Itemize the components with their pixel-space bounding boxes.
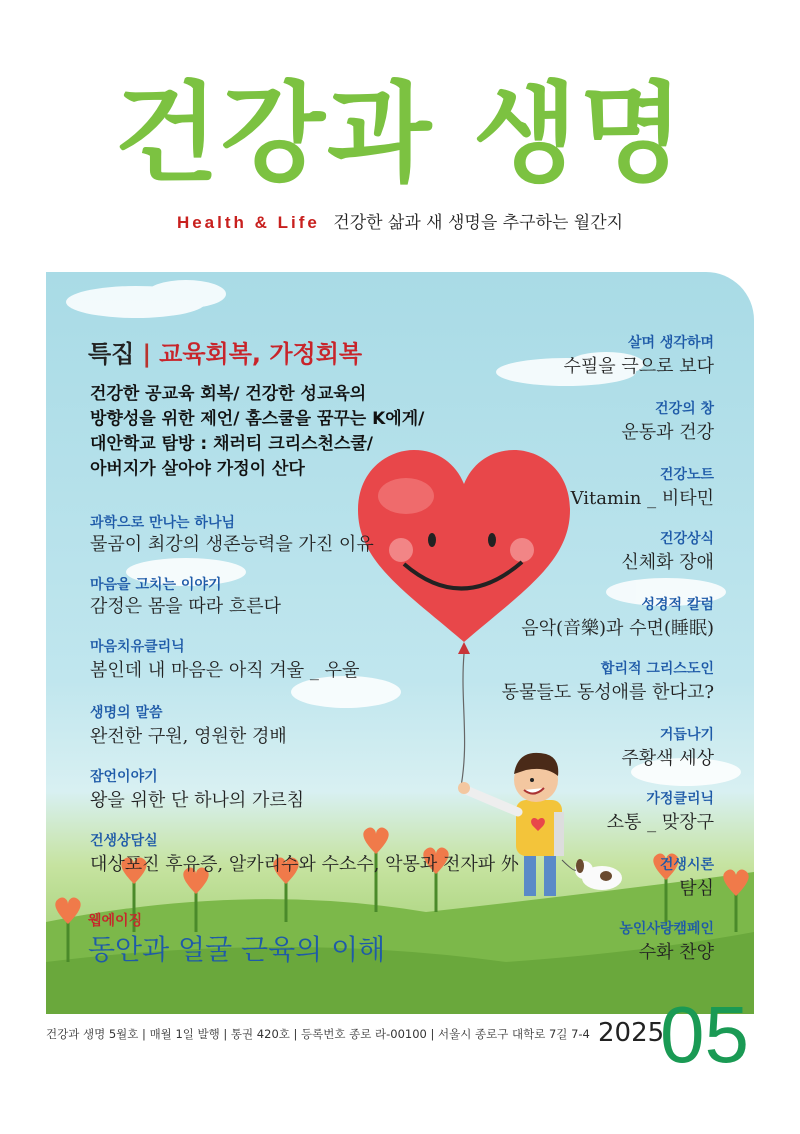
section-heading: 건강의 창 [655,401,714,417]
section-title: 왕을 위한 단 하나의 가르침 [90,790,305,811]
feature-title: 교육회복, 가정회복 [159,340,363,368]
feature-separator: | [142,340,152,368]
feature-line: 방향성을 위한 제언/ 홈스쿨을 꿈꾸는 K에게/ [90,409,425,429]
section-heading: 잠언이야기 [90,769,158,785]
section-title: 주황색 세상 [621,748,714,769]
dog-icon [562,859,622,890]
section-heading: 거듭나기 [659,727,714,743]
section-title: 소통 _ 맞장구 [606,812,714,833]
section-heading: 건생상담실 [90,833,158,849]
section-heading: 건강노트 [659,467,714,483]
section-heading: 생명의 말씀 [90,705,163,721]
feature-article-list [90,382,425,482]
section-title: 수화 찬양 [638,942,714,963]
feature-heading [88,334,362,369]
section-heading: 살며 생각하며 [627,335,714,351]
section-heading: 건생시론 [659,857,714,873]
section-title: 탐심 [679,878,714,899]
section-title: 신체화 장애 [621,552,714,573]
section-title: 봄인데 내 마음은 아직 겨울 _ 우울 [90,660,360,681]
feature-line: 건강한 공교육 회복/ 건강한 성교육의 [90,384,367,404]
subtitle-korean: 건강한 삶과 새 생명을 추구하는 월간지 [333,213,624,233]
section-title: 완전한 구원, 영원한 경배 [90,726,287,747]
section-title: 물곰이 최강의 생존능력을 가진 이유 [90,534,374,555]
magazine-title: 건강과 생명 [114,72,686,197]
section-title: 대상포진 후유증, 알카리수와 수소수, 악몽과 전자파 外 [90,854,519,875]
section-heading: 마음치유클리닉 [90,639,185,655]
feature-line: 아버지가 살아야 가정이 산다 [90,459,305,479]
section-title: 감정은 몸을 따라 흐른다 [90,596,282,617]
section-heading: 농인사랑캠페인 [619,921,714,937]
magazine-subtitle [0,208,800,233]
section-heading: 가정클리닉 [646,791,714,807]
issue-info-line: 건강과 생명 5월호 | 매월 1일 발행 | 통권 420호 | 등록번호 종로 라-00100 | 서울시 종로구 대학로 7길 7-4 [46,1027,590,1041]
section-heading: 건강상식 [659,531,714,547]
section-title: 음악(音樂)과 수면(睡眠) [521,618,714,639]
section-title: 동물들도 동성애를 한다고? [501,682,714,703]
section-title: 운동과 건강 [621,422,714,443]
feature-line: 대안학교 탐방 : 채러티 크리스천스쿨/ [90,434,374,454]
section-title: 수필을 극으로 보다 [563,356,714,377]
section-heading: 마음을 고치는 이야기 [90,577,222,593]
subtitle-english: Health & Life [176,213,320,232]
feature-label: 특집 [88,340,135,368]
cover-illustration-panel [46,272,754,1014]
section-title: Vitamin _ 비타민 [570,488,714,509]
section-heading: 성경적 칼럼 [641,597,714,613]
section-heading: 과학으로 만나는 하나님 [90,515,235,531]
issue-month: 05 [660,990,749,1079]
section-heading: 합리적 그리스도인 [600,661,714,677]
web-aging-heading: 웹에이징 [88,913,143,929]
web-aging-title: 동안과 얼굴 근육의 이해 [88,933,386,966]
issue-year: 2025 [598,1018,665,1048]
